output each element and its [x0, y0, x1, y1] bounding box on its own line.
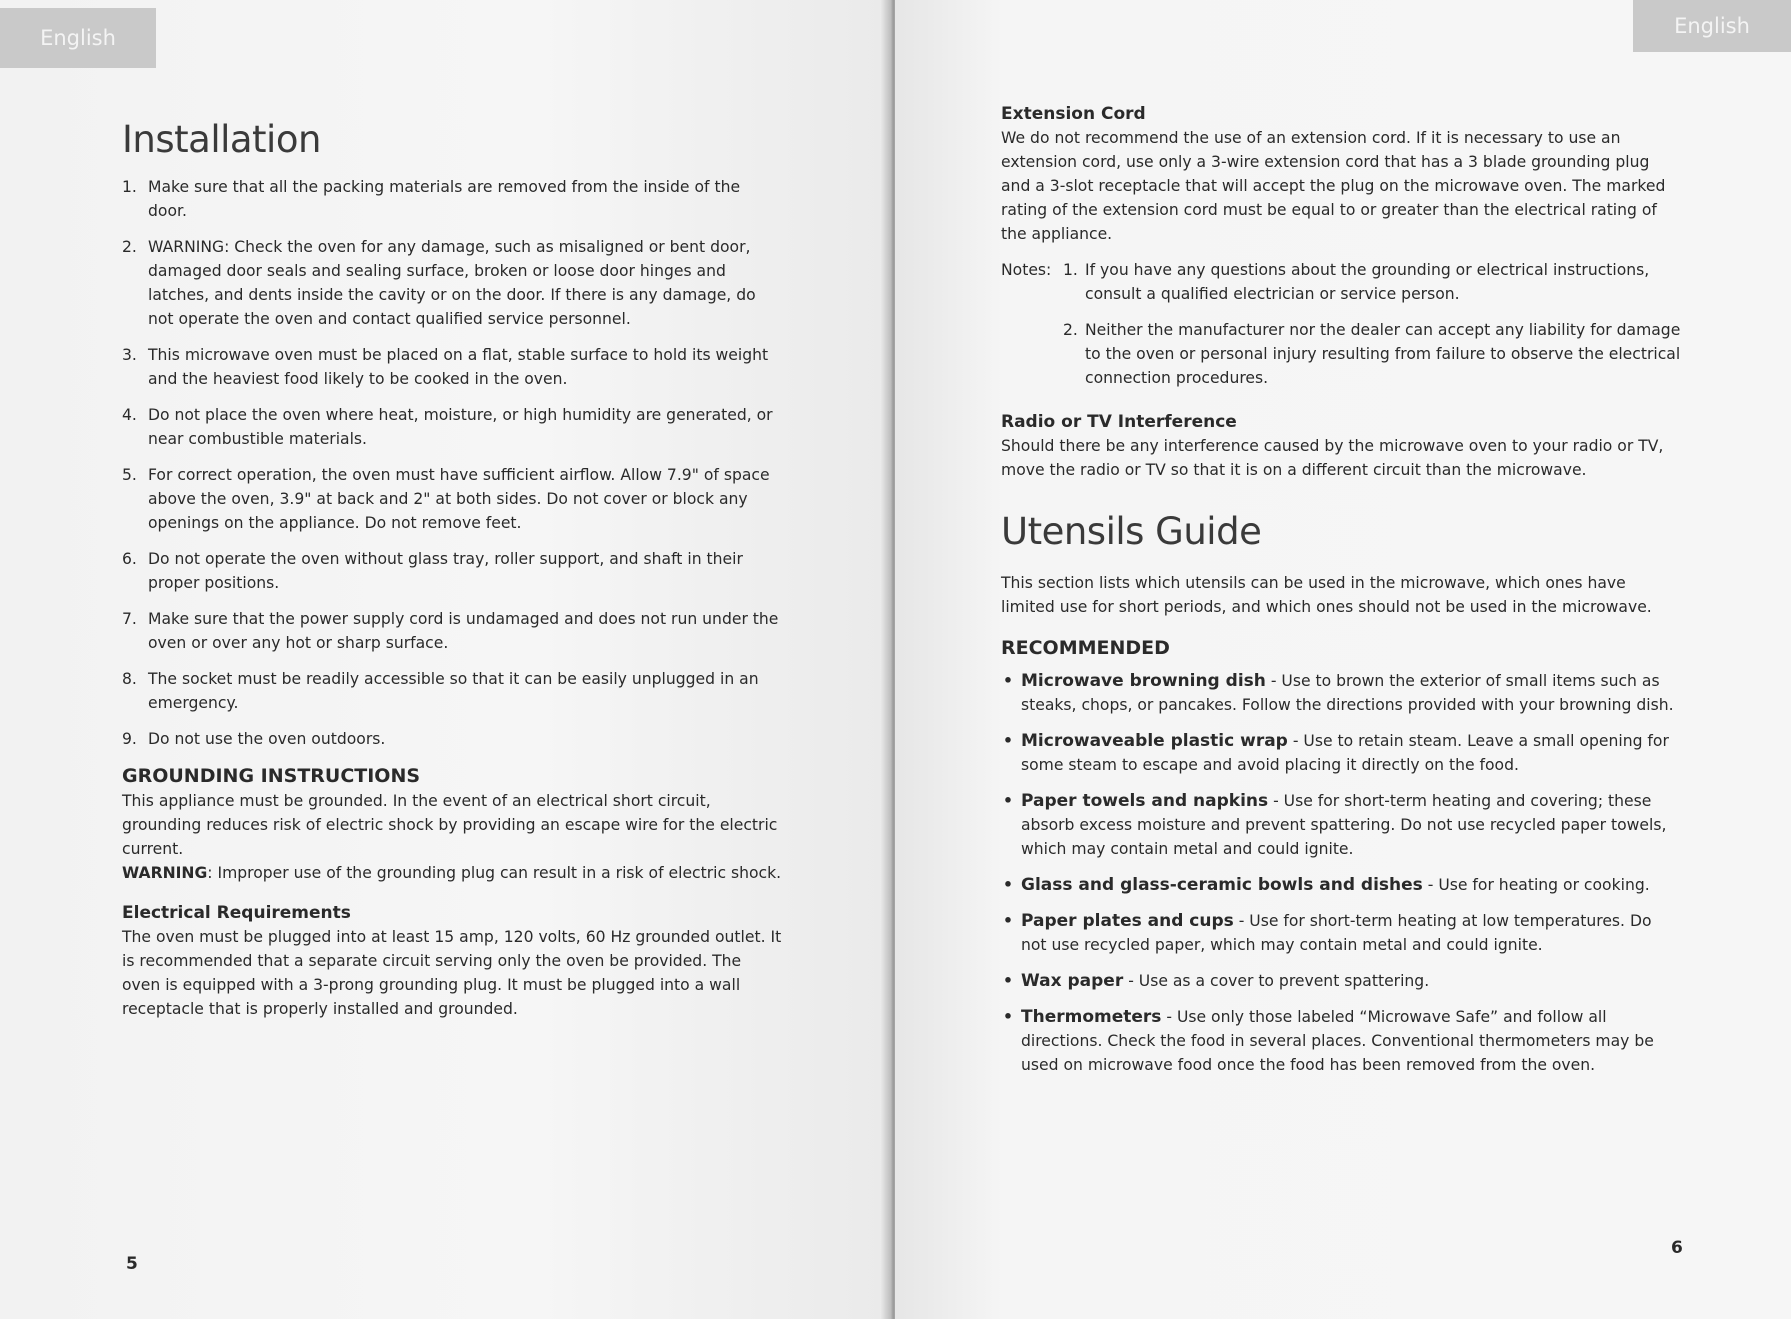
left-content [122, 118, 782, 1033]
grounding-text: This appliance must be grounded. In the event of an electrical short circuit, grounding reduces risk of electric shock by providing an escape wire for the electric current. [122, 792, 778, 858]
bullet-icon: • [1003, 876, 1013, 894]
list-item: • Thermometers - Use only those labeled “Microwave Safe” and follow all directions. Check the food in several places. Conventional thermometers may be used on microwave food once the food has been removed from the oven. [1003, 1007, 1654, 1074]
radio-tv-text: Should there be any interference caused by the microwave oven to your radio or TV, move the radio or TV so that it is on a different circuit than the microwave. [1001, 437, 1664, 479]
electrical-text: The oven must be plugged into at least 15 amp, 120 volts, 60 Hz grounded outlet. It is recommended that a separate circuit serving only the oven be provided. The oven is equipped with a 3-prong grounding plug. It must be plugged into a wall receptacle that is properly installed and grounded. [122, 928, 782, 1018]
installation-title: Installation [122, 118, 321, 161]
warning-text: : Improper use of the grounding plug can result in a risk of electric shock. [207, 864, 782, 882]
bullet-icon: • [1003, 732, 1013, 750]
list-item: 1. If you have any questions about the grounding or electrical instructions, consult a qualified electrician or service person. [1063, 261, 1650, 303]
bullet-icon: • [1003, 1008, 1013, 1026]
list-item: 2. WARNING: Check the oven for any damage, such as misaligned or bent door, damaged door seals and sealing surface, broken or loose door hinges and latches, and dents inside the cavity or on the door. If there is any damage, do not operate the oven and contact qualified service personnel. [122, 238, 756, 328]
grounding-heading: GROUNDING INSTRUCTIONS [122, 765, 421, 787]
extension-cord-text: We do not recommend the use of an extension cord. If it is necessary to use an extension cord, use only a 3-wire extension cord that has a 3 blade grounding plug and a 3-slot receptacle that will accept the plug on the microwave oven. The marked rating of the extension cord must be equal to or greater than the electrical rating of the appliance. [1001, 129, 1666, 243]
bullet-icon: • [1003, 672, 1013, 690]
bullet-icon: • [1003, 912, 1013, 930]
list-item: 4. Do not place the oven where heat, moisture, or high humidity are generated, or near combustible materials. [122, 406, 773, 448]
right-page [895, 0, 1791, 1319]
recommended-heading: RECOMMENDED [1001, 637, 1170, 659]
list-item: 7. Make sure that the power supply cord is undamaged and does not run under the oven or over any hot or sharp surface. [122, 610, 779, 652]
list-item: 6. Do not operate the oven without glass tray, roller support, and shaft in their proper positions. [122, 550, 743, 592]
list-item: • Wax paper - Use as a cover to prevent spattering. [1003, 971, 1430, 991]
language-tab: English [1633, 0, 1791, 52]
list-item: • Microwaveable plastic wrap - Use to retain steam. Leave a small opening for some steam to escape and avoid placing it directly on the food. [1003, 731, 1669, 774]
notes-list [1063, 258, 1681, 402]
electrical-heading: Electrical Requirements [122, 903, 351, 923]
page-number: 6 [1671, 1238, 1683, 1258]
list-item: • Microwave browning dish - Use to brown the exterior of small items such as steaks, chops, or pancakes. Follow the directions provided with your browning dish. [1003, 671, 1674, 714]
utensils-title: Utensils Guide [1001, 510, 1262, 553]
page-number: 5 [126, 1254, 138, 1274]
radio-tv-heading: Radio or TV Interference [1001, 412, 1237, 432]
grounding-warning [122, 861, 782, 885]
list-item: 8. The socket must be readily accessible so that it can be easily unplugged in an emergency. [122, 670, 759, 712]
language-tab: English [0, 8, 156, 68]
list-item: 3. This microwave oven must be placed on a flat, stable surface to hold its weight and the heaviest food likely to be cooked in the oven. [122, 346, 769, 388]
extension-cord-heading: Extension Cord [1001, 104, 1146, 124]
list-item: 5. For correct operation, the oven must have sufficient airflow. Allow 7.9" of space above the oven, 3.9" at back and 2" at both sides. Do not cover or block any openings on the appliance. Do not remove feet. [122, 466, 770, 532]
right-content [1001, 104, 1681, 1089]
warning-label: WARNING [122, 864, 208, 882]
utensils-intro: This section lists which utensils can be used in the microwave, which ones have limited use for short periods, and which ones should not be used in the microwave. [1001, 574, 1652, 616]
list-item: • Paper towels and napkins - Use for short-term heating and covering; these absorb excess moisture and prevent spattering. Do not use recycled paper towels, which may contain metal and could ignite. [1003, 791, 1667, 858]
left-page [0, 0, 890, 1319]
list-item: 9. Do not use the oven outdoors. [122, 730, 386, 748]
notes-block [1001, 258, 1681, 402]
bullet-icon: • [1003, 972, 1013, 990]
notes-label: Notes: [1001, 261, 1052, 279]
list-item: 1. Make sure that all the packing materials are removed from the inside of the door. [122, 178, 741, 220]
list-item: 2. Neither the manufacturer nor the dealer can accept any liability for damage to the oven or personal injury resulting from failure to observe the electrical connection procedures. [1063, 321, 1681, 387]
installation-steps [122, 175, 782, 751]
list-item: • Paper plates and cups - Use for short-term heating at low temperatures. Do not use recycled paper, which may contain metal and could ignite. [1003, 911, 1652, 954]
list-item: • Glass and glass-ceramic bowls and dishes - Use for heating or cooking. [1003, 875, 1650, 895]
bullet-icon: • [1003, 792, 1013, 810]
recommended-list [1001, 669, 1681, 1077]
